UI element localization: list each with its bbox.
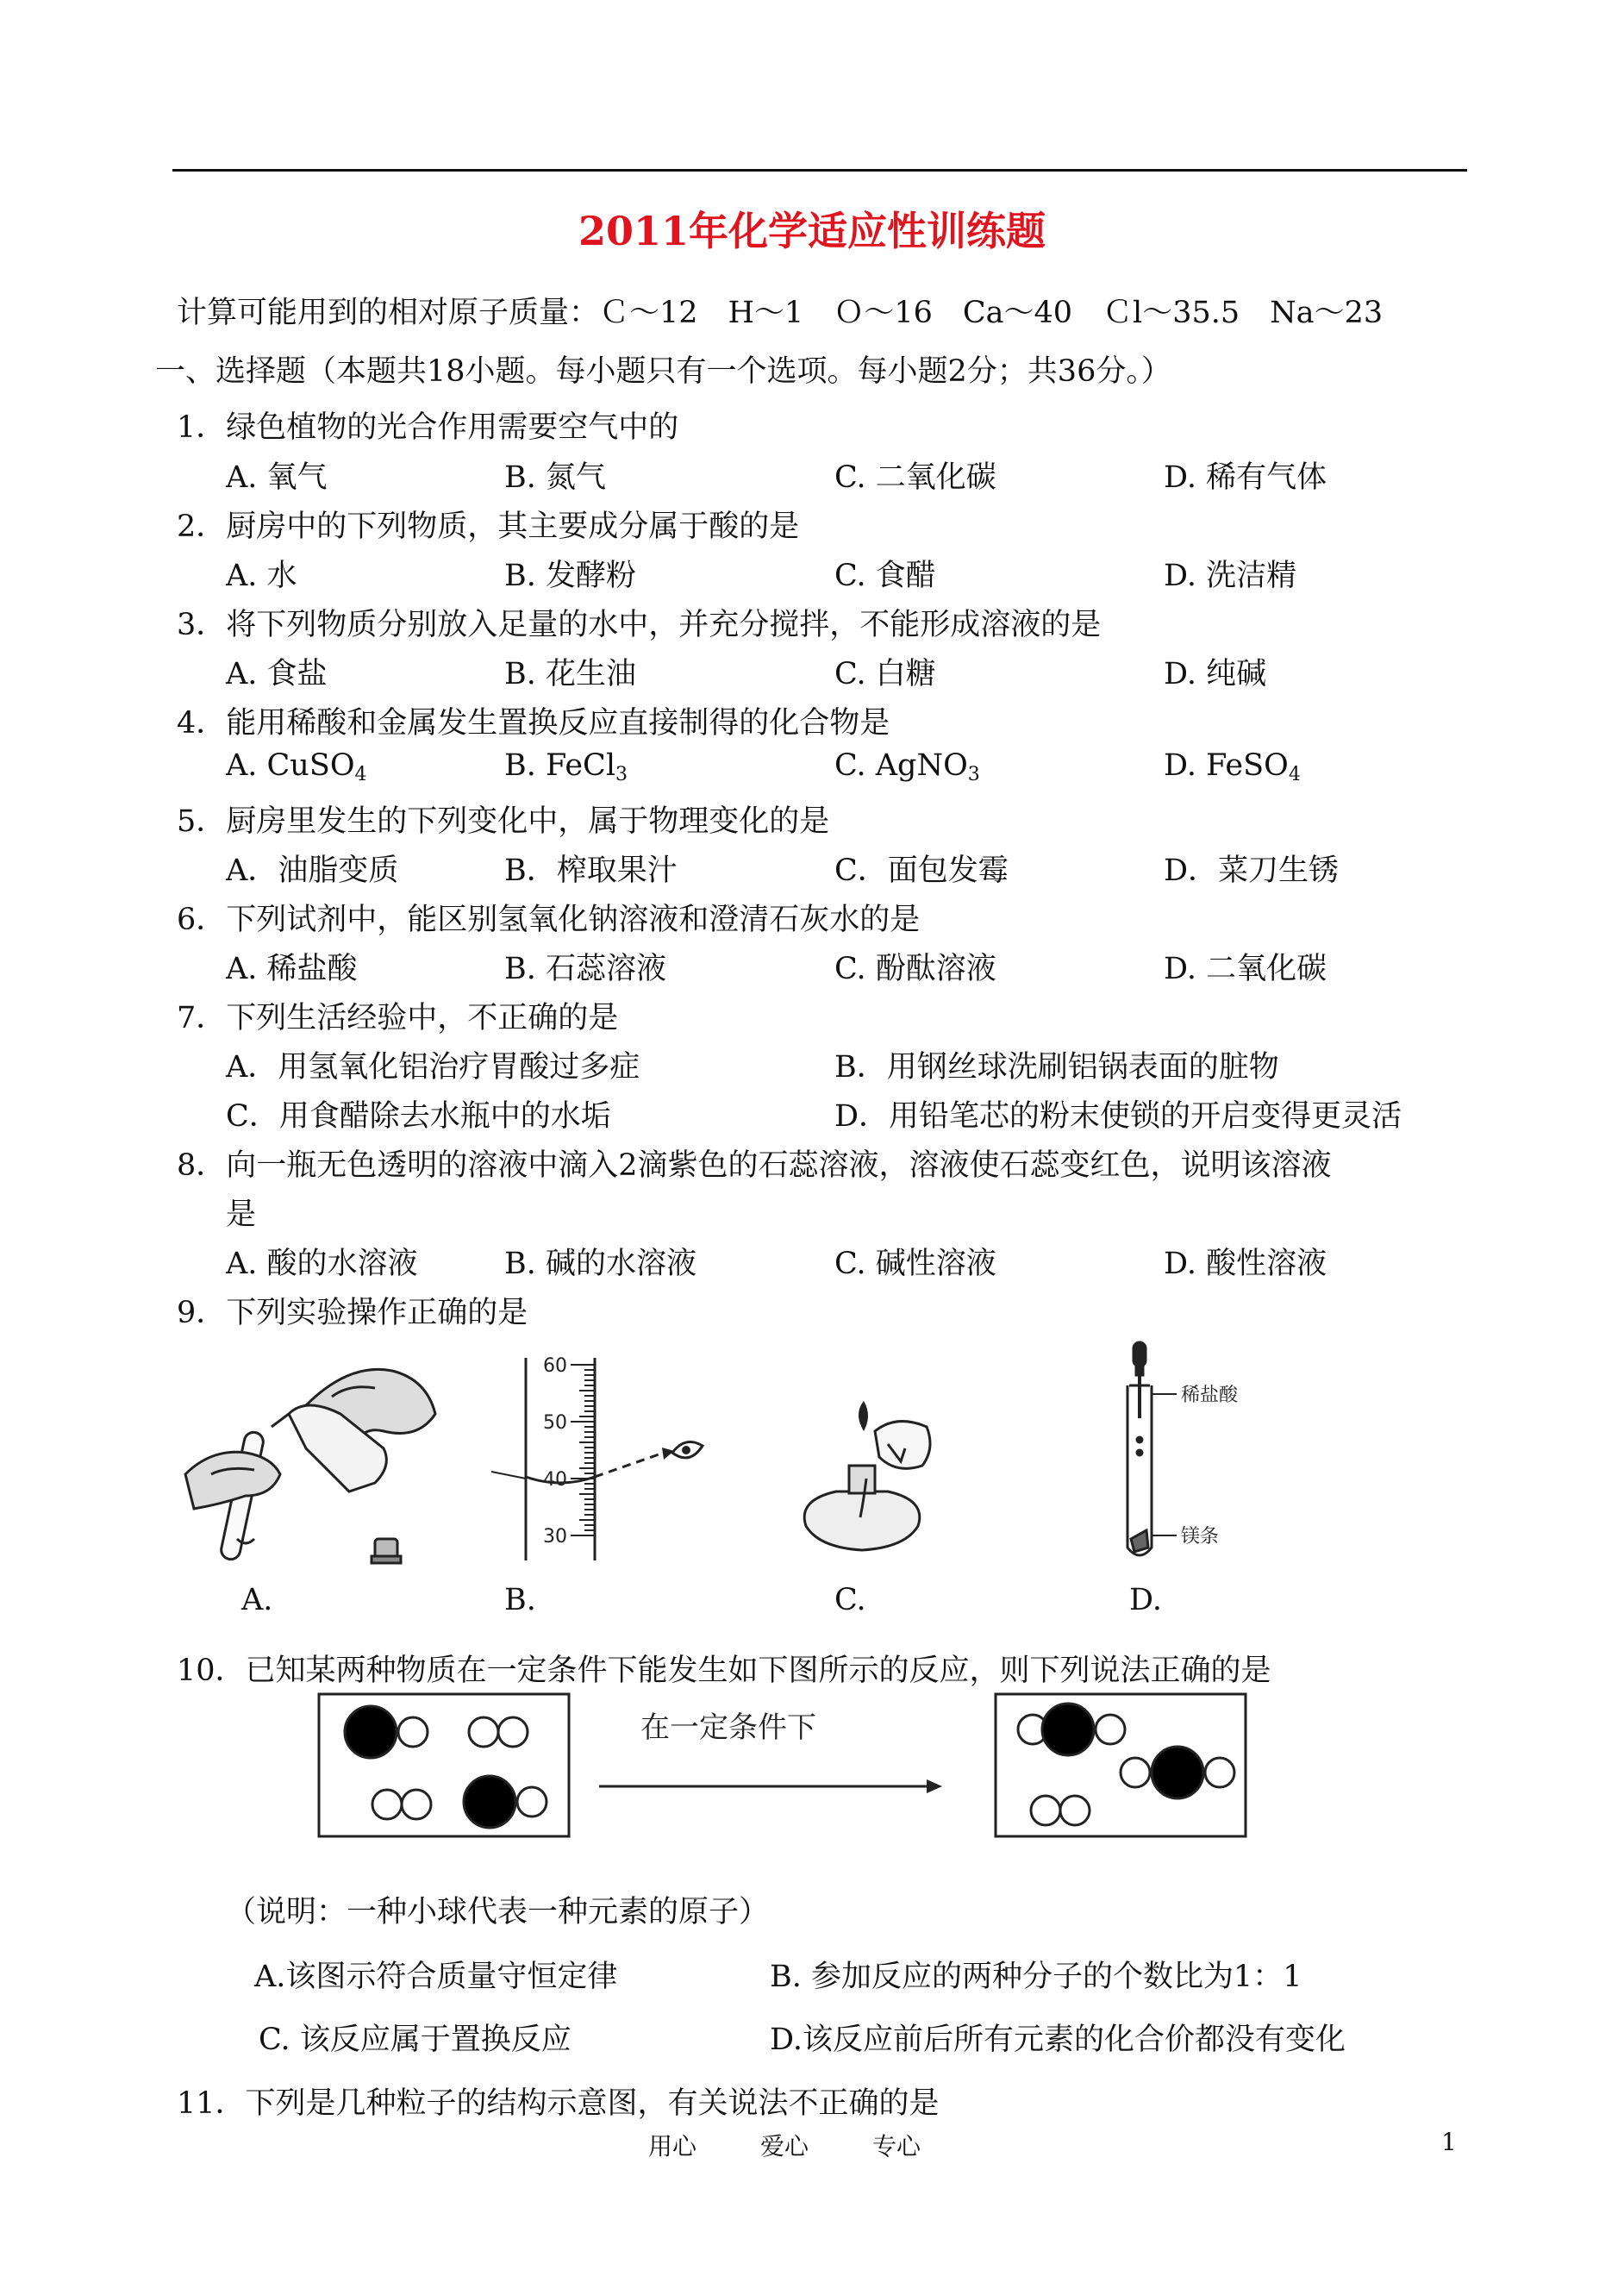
question-stem: 5．厨房里发生的下列变化中，属于物理变化的是 [177,804,830,839]
figure-alcohol-lamp [784,1397,957,1560]
option-d: D. 酸性溶液 [1164,1247,1327,1281]
question-stem: 1．绿色植物的光合作用需要空气中的 [177,410,679,445]
cylinder-tick-label: 30 [543,1526,567,1548]
atomic-masses: 计算可能用到的相对原子质量：Ｃ～12 H～1 Ｏ～16 Ca～40 Ｃl～35.5 Na～23 [177,296,1384,330]
section-heading: 一、选择题（本题共18小题。每小题只有一个选项。每小题2分；共36分。） [155,354,1171,389]
footer-motto-2: 爱心 [760,2132,809,2161]
option-a: A.该图示符合质量守恒定律 [254,1960,618,1994]
question-stem: 10．已知某两种物质在一定条件下能发生如下图所示的反应，则下列说法正确的是 [177,1654,1271,1688]
option-a: A．油脂变质 [226,854,399,888]
question-stem: 3．将下列物质分别放入足量的水中，并充分搅拌，不能形成溶液的是 [177,608,1102,642]
reaction-condition: 在一定条件下 [640,1710,816,1745]
option-d: D. 稀有气体 [1164,460,1327,495]
option-b: B．榨取果汁 [504,854,678,888]
cylinder-tick-label: 40 [543,1469,567,1491]
top-rule [172,169,1467,172]
option-a: A. 水 [226,559,297,593]
option-d: D．用铅笔芯的粉末使锁的开启变得更灵活 [834,1099,1402,1134]
option-c: C. 碱性溶液 [834,1247,996,1281]
option-c: C．用食醋除去水瓶中的水垢 [226,1099,611,1134]
option-a: A. 氧气 [226,460,328,495]
option-c: C. 食醋 [834,559,936,593]
figure-label-a: A. [241,1583,273,1617]
option-a: A. 酸的水溶液 [226,1247,418,1281]
cylinder-tick-label: 50 [543,1412,567,1434]
option-c: C. AgNO$_3$ [834,748,980,785]
page-title: 2011年化学适应性训练题 [578,208,1046,254]
option-d: D．菜刀生锈 [1164,854,1340,888]
question-stem: 6．下列试剂中，能区别氢氧化钠溶液和澄清石灰水的是 [177,903,921,937]
option-a: A. CuSO$_4$ [226,748,367,785]
option-c: C. 该反应属于置换反应 [259,2023,572,2057]
question-stem: 9．下列实验操作正确的是 [177,1296,528,1330]
footer-motto-1: 用心 [648,2132,697,2161]
figure-label-d: D. [1129,1583,1162,1617]
footer-motto-3: 专心 [872,2132,921,2161]
option-b: B．用钢丝球洗刷铝锅表面的脏物 [834,1050,1279,1085]
option-c: C. 二氧化碳 [834,460,996,495]
question-stem: 8．向一瓶无色透明的溶液中滴入2滴紫色的石蕊溶液，溶液使石蕊变红色，说明该溶液 [177,1148,1332,1183]
option-a: A. 食盐 [226,657,328,691]
option-d: D. 二氧化碳 [1164,952,1327,986]
option-b: B. FeCl$_3$ [504,748,628,785]
figure-test-tube-dropper [1112,1341,1319,1565]
option-b: B. 氮气 [504,460,606,495]
question-stem: 4．能用稀酸和金属发生置换反应直接制得的化合物是 [177,706,890,741]
diagram-note: （说明：一种小球代表一种元素的原子） [226,1895,770,1929]
figure-label-c: C. [834,1583,866,1617]
option-d: D. FeSO$_4$ [1164,748,1301,785]
option-b: B. 碱的水溶液 [504,1247,696,1281]
option-c: C. 酚酞溶液 [834,952,996,986]
option-a: A．用氢氧化铝治疗胃酸过多症 [226,1050,640,1085]
question-stem: 7．下列生活经验中，不正确的是 [177,1001,619,1035]
option-d: D. 纯碱 [1164,657,1267,691]
figure-pouring-liquid [177,1345,461,1569]
option-b: B. 石蕊溶液 [504,952,666,986]
figure-label-b: B. [504,1583,536,1617]
question-stem: 11．下列是几种粒子的结构示意图，有关说法不正确的是 [177,2086,940,2121]
eye-icon [672,1442,703,1458]
option-a: A. 稀盐酸 [226,952,358,986]
figure-graduated-cylinder [491,1349,707,1565]
option-d: D. 洗洁精 [1164,559,1297,593]
option-d: D.该反应前后所有元素的化合价都没有变化 [770,2023,1346,2057]
option-b: B. 发酵粉 [504,559,636,593]
option-b: B. 花生油 [504,657,636,691]
question-stem-continued: 是 [226,1198,257,1232]
label-dilute-hcl: 稀盐酸 [1181,1385,1239,1406]
label-magnesium-strip: 镁条 [1181,1526,1220,1548]
option-c: C．面包发霉 [834,854,1009,888]
question-stem: 2．厨房中的下列物质，其主要成分属于酸的是 [177,510,800,544]
option-b: B. 参加反应的两种分子的个数比为1：1 [770,1960,1302,1994]
option-c: C. 白糖 [834,657,936,691]
cylinder-tick-label: 60 [543,1355,567,1377]
reaction-diagram [315,1690,1263,1845]
page-number: 1 [1441,2128,1457,2156]
